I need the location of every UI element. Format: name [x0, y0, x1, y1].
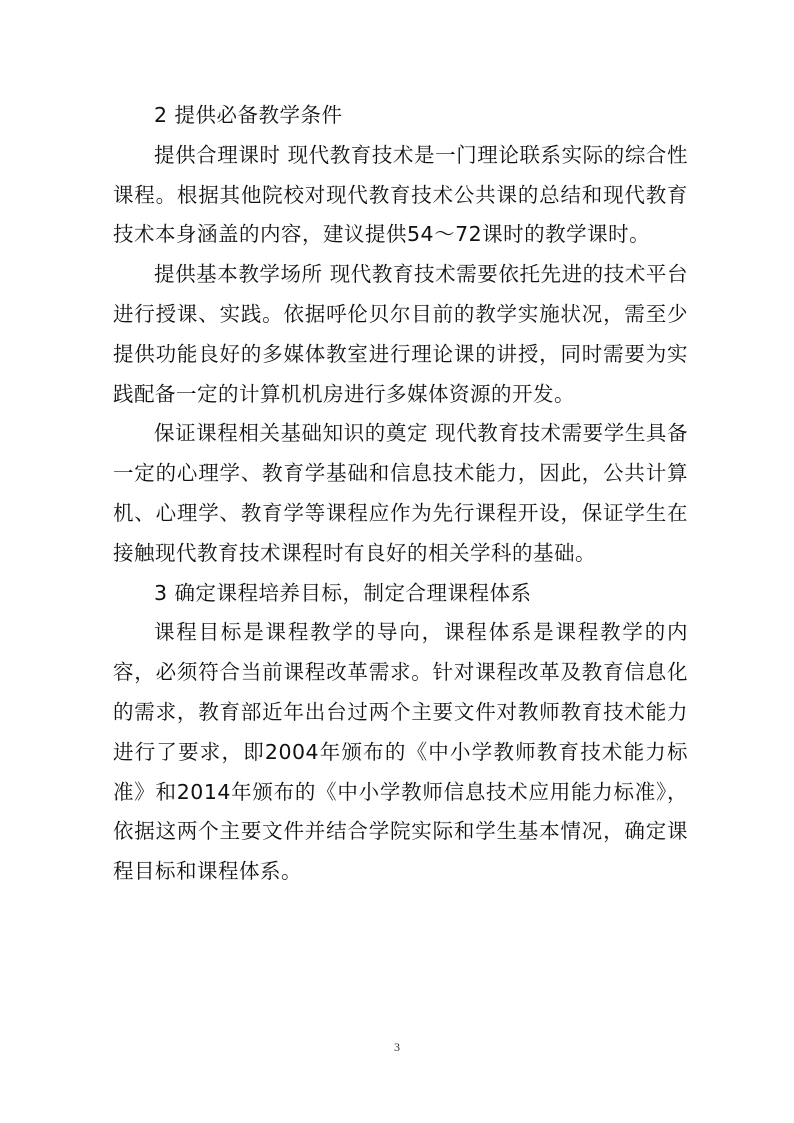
document-body — [113, 96, 688, 892]
page-number: 3 — [394, 1040, 400, 1054]
section-heading-2: 2 提供必备教学条件 — [154, 103, 343, 127]
paragraph-course-objectives: 课程目标是课程教学的导向，课程体系是课程教学的内容，必须符合当前课程改革需求。针对课程改革及教育信息化的需求，教育部近年出台过两个主要文件对教师教育技术能力进行了要求，即2004年颁布的《中小学教师教育技术能力标准》和2014年颁布的《中小学教师信息技术应用能力标准》，依据这两个主要文件并结合学院实际和学生基本情况，确定课程目标和课程体系。 — [113, 620, 688, 884]
paragraph-foundation-knowledge: 保证课程相关基础知识的奠定 现代教育技术需要学生具备一定的心理学、教育学基础和信息技术能力，因此，公共计算机、心理学、教育学等课程应作为先行课程开设，保证学生在接触现代教育技术课程时有良好的相关学科的基础。 — [113, 421, 688, 565]
paragraph-class-hours: 提供合理课时 现代教育技术是一门理论联系实际的综合性课程。根据其他院校对现代教育技术公共课的总结和现代教育技术本身涵盖的内容，建议提供54～72课时的教学课时。 — [113, 142, 688, 247]
section-heading-3: 3 确定课程培养目标，制定合理课程体系 — [154, 580, 532, 605]
paragraph-teaching-venue: 提供基本教学场所 现代教育技术需要依托先进的技术平台进行授课、实践。依据呼伦贝尔目前的教学实施状况，需至少提供功能良好的多媒体教室进行理论课的讲授，同时需要为实践配备一定的计算机机房进行多媒体资源的开发。 — [113, 262, 688, 406]
